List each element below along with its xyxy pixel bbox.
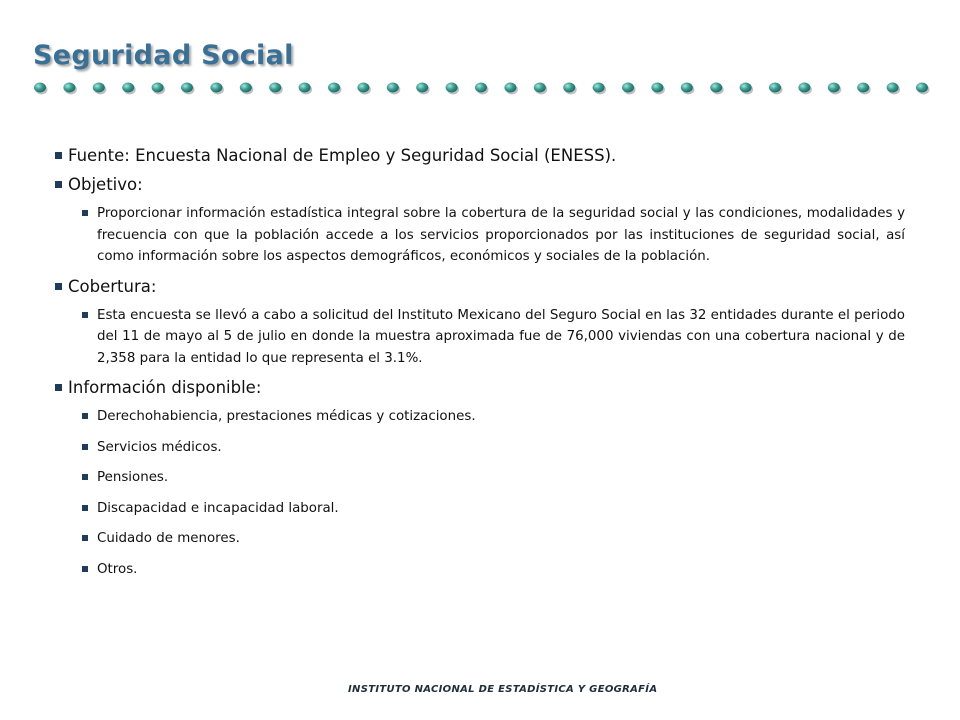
section-label: Objetivo: — [68, 175, 143, 194]
dot-icon — [269, 83, 281, 93]
dot-icon — [34, 83, 46, 93]
footer-institution: INSTITUTO NACIONAL DE ESTADÍSTICA Y GEOGRAFÍA — [348, 684, 658, 695]
square-bullet-icon — [82, 444, 88, 450]
square-bullet-icon — [82, 312, 88, 318]
paragraph-text: Esta encuesta se llevó a cabo a solicitud del Instituto Mexicano del Seguro Social en las 32 entidades durante el periodo del 11 de mayo al 5 de julio en donde la muestra aproximada fue de 76,000 viviendas con una cobertura nacional y de 2,358 para la entidad lo que representa el 3.1%. — [97, 307, 905, 366]
list-item — [82, 437, 905, 459]
list-item-text: Pensiones. — [97, 470, 169, 485]
section-objetivo — [55, 174, 905, 195]
section-label: Información disponible: — [68, 378, 262, 397]
dot-icon — [152, 83, 164, 93]
dot-icon — [416, 83, 428, 93]
slide-title: Seguridad Social — [33, 40, 294, 71]
dot-icon — [534, 83, 546, 93]
dot-icon — [328, 83, 340, 93]
dot-icon — [593, 83, 605, 93]
dotted-divider — [33, 80, 933, 96]
dot-icon — [828, 83, 840, 93]
dot-icon — [710, 83, 722, 93]
dot-icon — [622, 83, 634, 93]
dot-icon — [504, 83, 516, 93]
dot-icon — [798, 83, 810, 93]
square-bullet-icon — [55, 283, 62, 290]
square-bullet-icon — [82, 210, 88, 216]
dot-icon — [887, 83, 899, 93]
square-bullet-icon — [55, 181, 62, 188]
list-item-text: Servicios médicos. — [97, 439, 222, 455]
dot-icon — [299, 83, 311, 93]
list-item-text: Discapacidad e incapacidad laboral. — [97, 500, 339, 516]
dot-icon — [446, 83, 458, 93]
list-item-text: Derechohabiencia, prestaciones médicas y cotizaciones. — [97, 409, 476, 424]
dot-icon — [210, 83, 222, 93]
section-label: Cobertura: — [68, 276, 157, 296]
dot-icon — [240, 83, 252, 93]
list-item — [82, 528, 905, 550]
slide-body — [55, 145, 905, 589]
dot-icon — [475, 83, 487, 93]
square-bullet-icon — [82, 505, 88, 511]
objetivo-text — [82, 203, 905, 268]
square-bullet-icon — [82, 535, 88, 541]
square-bullet-icon — [55, 384, 62, 391]
dot-icon — [769, 83, 781, 93]
dot-icon — [857, 83, 869, 93]
paragraph-text: Proporcionar información estadística integral sobre la cobertura de la seguridad social y las condiciones, modalidades y frecuencia con que la población accede a los servicios proporcionados por las instituciones de seguridad social, así como información sobre los aspectos demográficos, económicos y sociales de la población. — [97, 206, 905, 264]
section-cobertura — [55, 276, 905, 297]
dot-icon — [681, 83, 693, 93]
cobertura-text — [82, 305, 905, 370]
dot-icon — [563, 83, 575, 93]
section-informacion-disponible — [55, 377, 905, 398]
list-item — [82, 467, 905, 489]
list-item-text: Cuidado de menores. — [97, 531, 240, 546]
list-item-text: Otros. — [97, 561, 138, 577]
square-bullet-icon — [82, 413, 88, 419]
list-item — [82, 406, 905, 428]
dot-icon — [916, 83, 928, 93]
square-bullet-icon — [82, 566, 88, 572]
list-item — [82, 559, 905, 581]
section-fuente — [55, 145, 905, 166]
square-bullet-icon — [55, 152, 62, 159]
dot-icon — [93, 83, 105, 93]
dot-icon — [357, 83, 369, 93]
square-bullet-icon — [82, 474, 88, 480]
dot-icon — [63, 83, 75, 93]
list-item — [82, 498, 905, 520]
section-label: Fuente: Encuesta Nacional de Empleo y Seguridad Social (ENESS). — [68, 146, 617, 165]
dot-icon — [387, 83, 399, 93]
dot-icon — [181, 83, 193, 93]
dot-icon — [122, 83, 134, 93]
dot-icon — [740, 83, 752, 93]
dot-icon — [651, 83, 663, 93]
